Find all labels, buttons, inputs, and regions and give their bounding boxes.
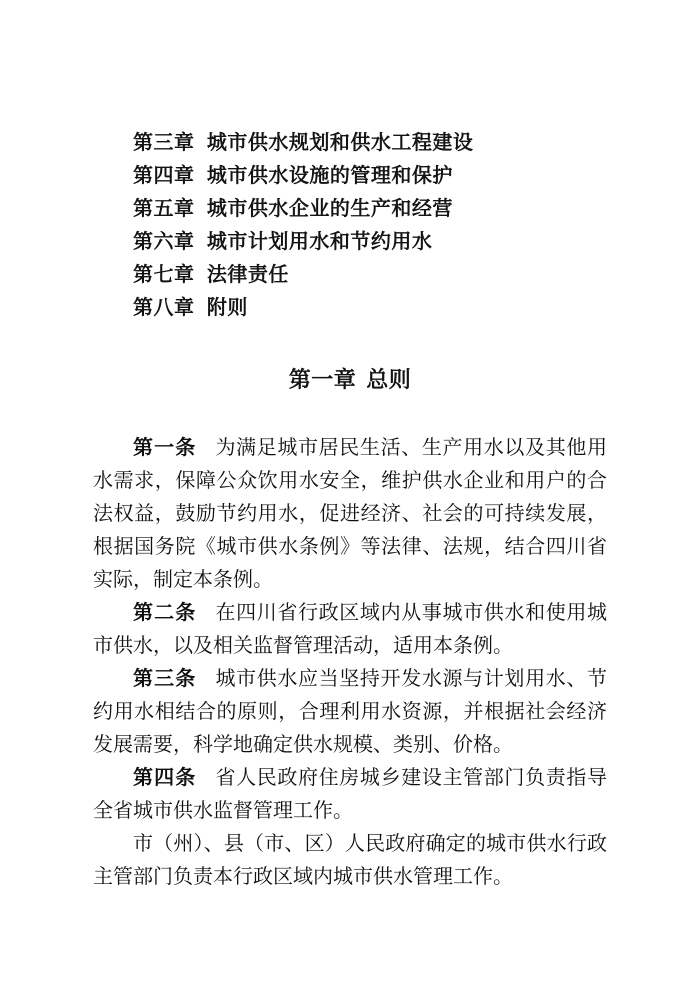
chapter-title: 总则 [366,367,412,392]
article-paragraph-5 [93,828,607,894]
article-text: 在四川省行政区域内从事城市供水和使用城市供水，以及相关监督管理活动，适用本条例。 [93,602,608,657]
toc-chapter-number: 第四章 [133,165,195,187]
table-of-contents [93,127,607,325]
chapter-number: 第一章 [288,367,357,392]
toc-chapter-number: 第八章 [133,297,195,319]
article-label: 第三条 [133,668,197,690]
toc-chapter-title: 城市计划用水和节约用水 [206,231,433,253]
toc-chapter-title: 城市供水设施的管理和保护 [206,165,453,187]
toc-chapter-number: 第七章 [133,264,195,286]
toc-chapter-number: 第五章 [133,198,195,220]
toc-chapter-number: 第三章 [133,132,195,154]
toc-entry [93,259,607,292]
toc-entry [93,226,607,259]
article-paragraph-1 [93,432,607,597]
article-text: 市（州）、县（市、区）人民政府确定的城市供水行政主管部门负责本行政区域内城市供水管理工作。 [93,833,607,888]
toc-chapter-title: 城市供水规划和供水工程建设 [206,132,474,154]
chapter-heading [93,363,607,396]
toc-entry [93,292,607,325]
article-text: 省人民政府住房城乡建设主管部门负责指导全省城市供水监督管理工作。 [93,767,608,822]
article-label: 第四条 [133,767,197,789]
article-text: 为满足城市居民生活、生产用水以及其他用水需求，保障公众饮用水安全，维护供水企业和用户的合法权益，鼓励节约用水，促进经济、社会的可持续发展，根据国务院《城市供水条例》等法律、法规，结合四川省实际，制定本条例。 [93,437,608,591]
toc-entry [93,193,607,226]
article-text: 城市供水应当坚持开发水源与计划用水、节约用水相结合的原则，合理利用水资源，并根据社会经济发展需要，科学地确定供水规模、类别、价格。 [93,668,608,756]
toc-chapter-title: 城市供水企业的生产和经营 [206,198,453,220]
article-paragraph-3 [93,663,607,762]
toc-chapter-number: 第六章 [133,231,195,253]
article-paragraph-4 [93,762,607,828]
toc-chapter-title: 法律责任 [206,264,289,286]
toc-entry [93,160,607,193]
article-label: 第一条 [133,437,197,459]
toc-chapter-title: 附则 [206,297,248,319]
toc-entry [93,127,607,160]
article-paragraph-2 [93,597,607,663]
article-label: 第二条 [133,602,197,624]
articles-section [93,432,607,894]
